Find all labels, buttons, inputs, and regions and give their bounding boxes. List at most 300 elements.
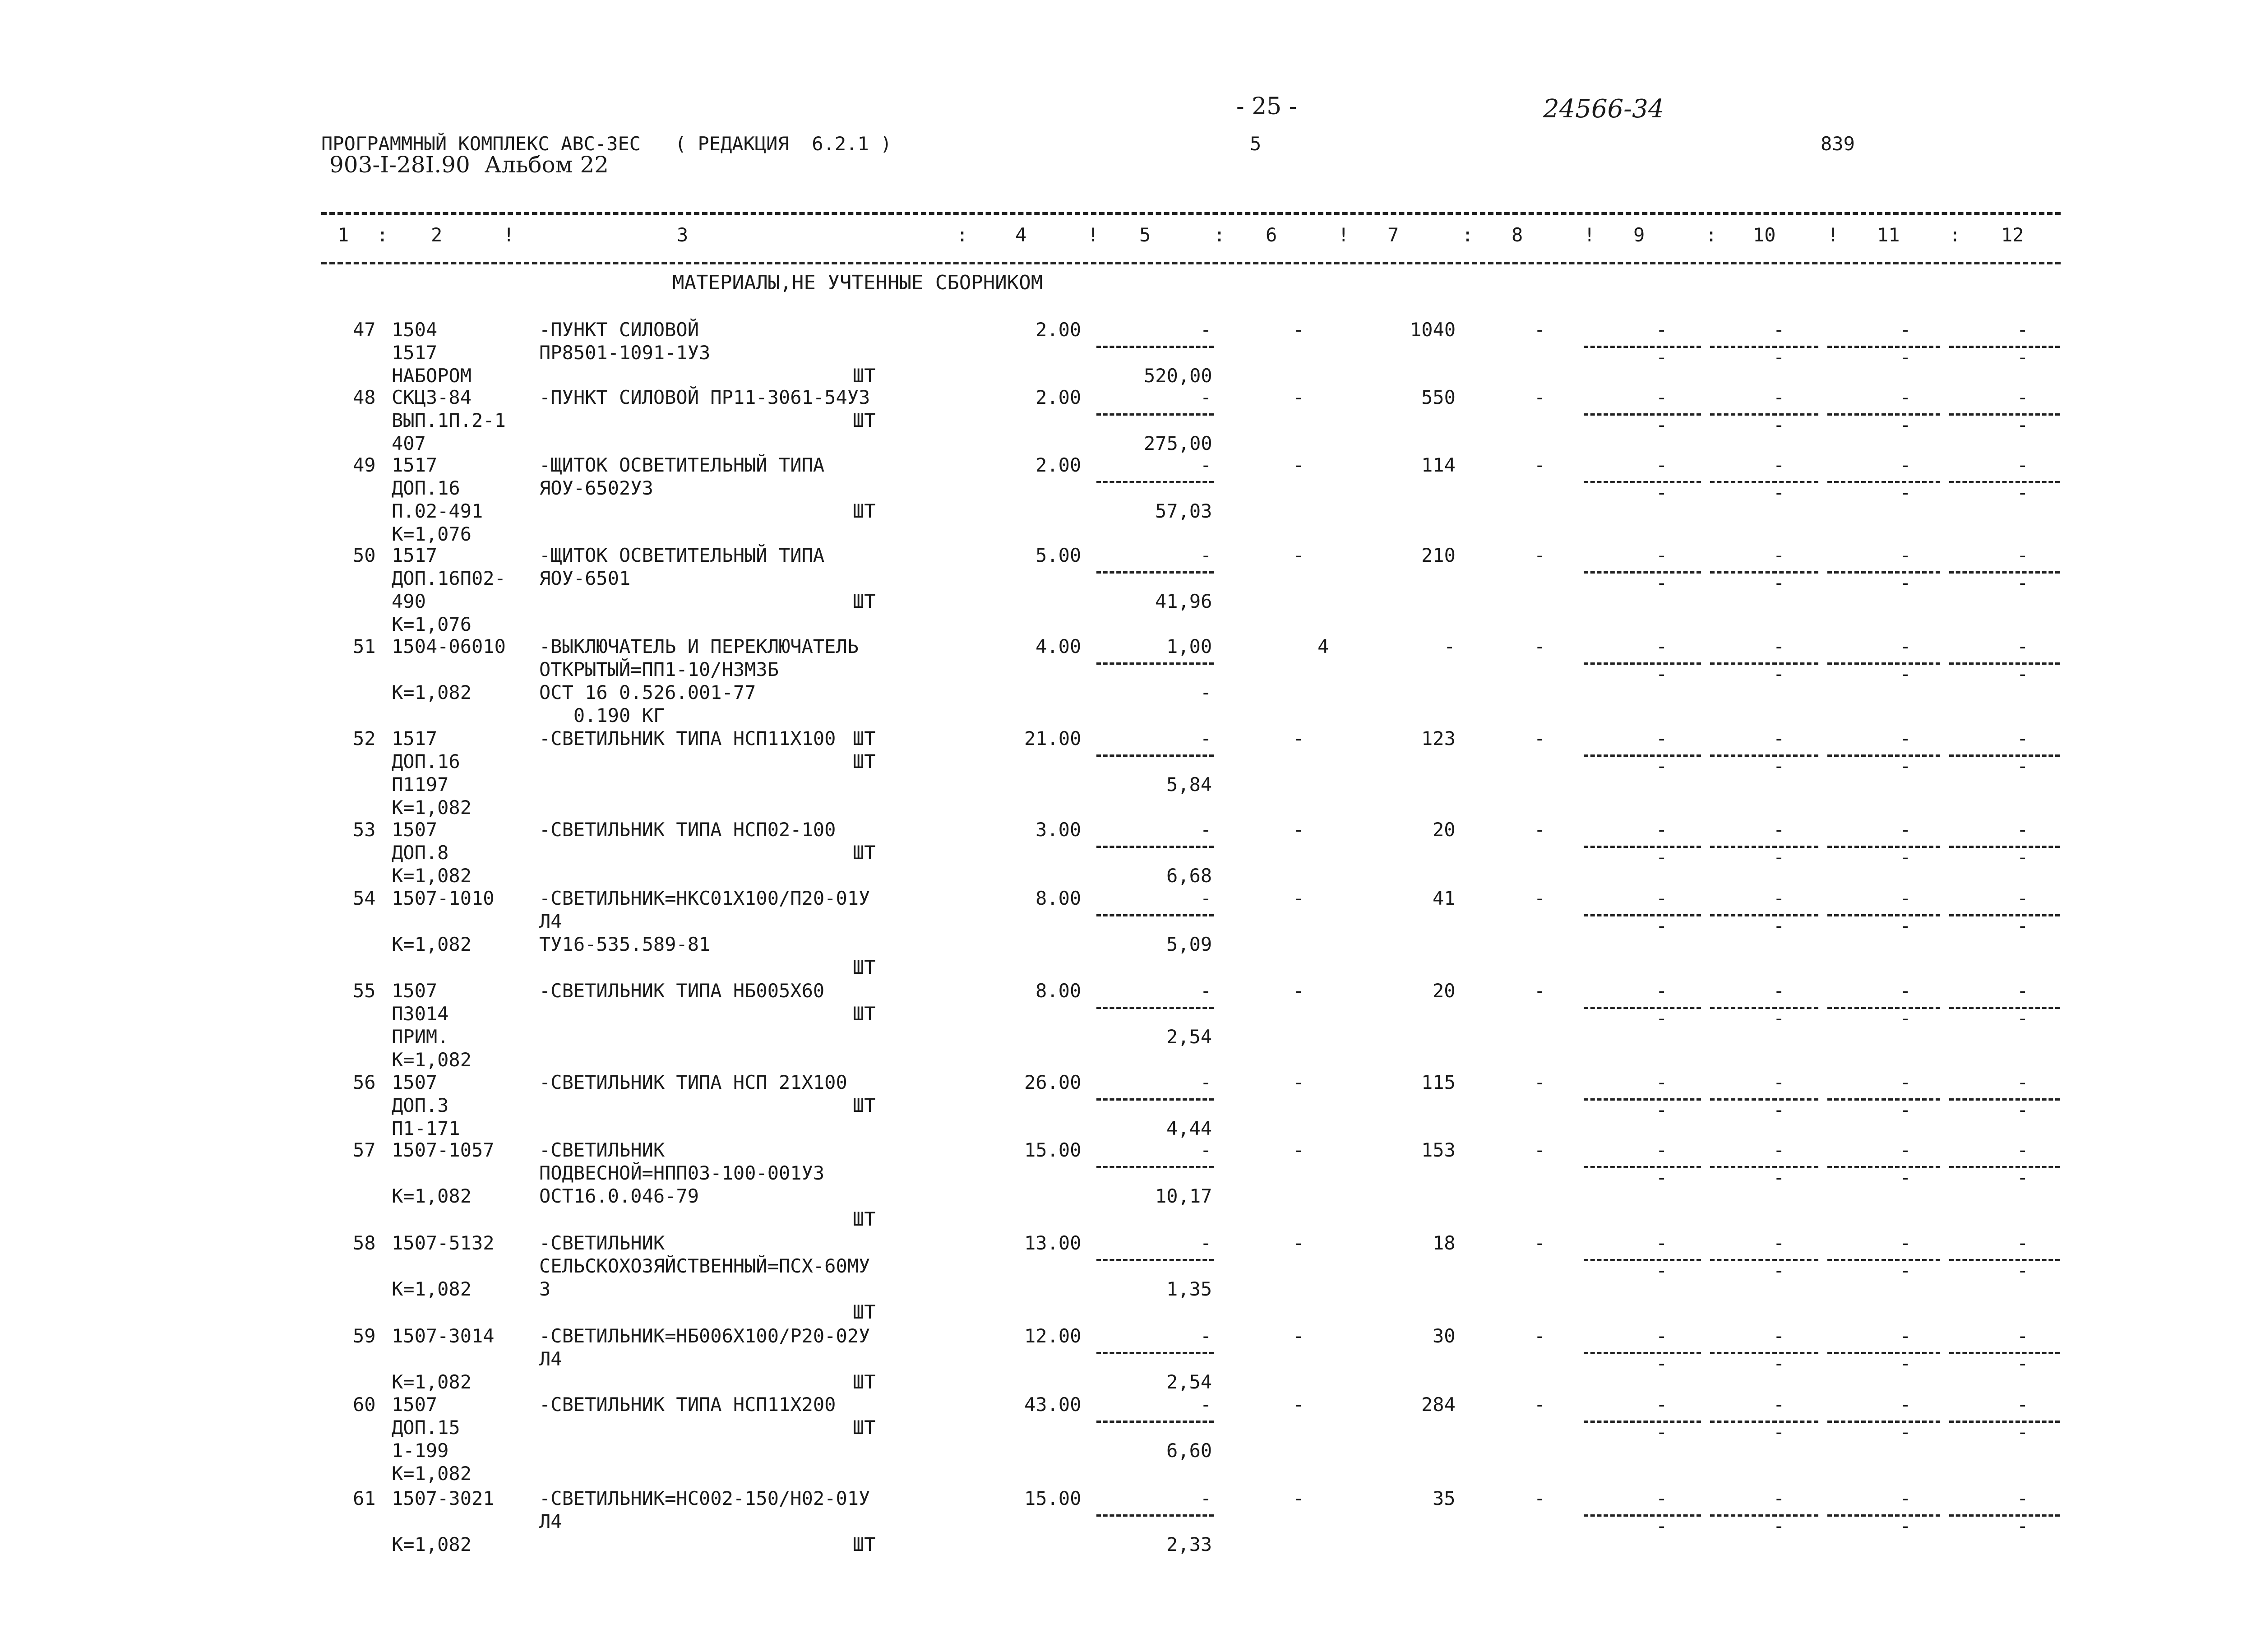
empty-cell-mark: - <box>1773 846 1785 868</box>
cell-divider <box>1584 662 1701 665</box>
empty-cell-mark: - <box>1773 1421 1785 1443</box>
empty-cell-mark: - <box>1656 1099 1668 1121</box>
empty-cell-mark: - <box>1773 1139 1785 1161</box>
empty-cell-mark: - <box>2017 544 2029 566</box>
price-unit-value: 6,68 <box>1166 865 1212 887</box>
cell-divider <box>1949 1352 2060 1354</box>
empty-cell-mark: - <box>1900 1232 1911 1254</box>
empty-cell-mark: - <box>2017 915 2029 937</box>
empty-cell-mark: - <box>1773 572 1785 594</box>
col6-value: - <box>1293 544 1304 566</box>
price-unit-value: 5,84 <box>1166 773 1212 796</box>
item-code: П3014 <box>392 1003 449 1025</box>
cell-divider <box>1584 1007 1701 1009</box>
quantity: 8.00 <box>1036 887 1082 909</box>
empty-cell-mark: - <box>1900 1515 1911 1537</box>
column-header-2: 2 <box>431 224 443 246</box>
price-value: - <box>1200 319 1212 341</box>
empty-cell-mark: - <box>2017 414 2029 436</box>
item-code: 1507 <box>392 1393 438 1416</box>
price-divider <box>1096 662 1214 665</box>
cell-divider <box>1827 1352 1940 1354</box>
total-value: 35 <box>1433 1487 1456 1509</box>
empty-cell-mark: - <box>1656 346 1668 368</box>
empty-cell-mark: - <box>1773 887 1785 909</box>
col6-value: - <box>1293 727 1304 750</box>
quantity: 21.00 <box>1024 727 1082 750</box>
empty-cell-mark: - <box>1900 980 1911 1002</box>
item-description: -ЩИТОК ОСВЕТИТЕЛЬНЫЙ ТИПА <box>539 454 825 476</box>
col6-value: - <box>1293 1071 1304 1093</box>
row-number: 49 <box>353 454 376 476</box>
empty-cell-mark: - <box>2017 727 2029 750</box>
col6-value: - <box>1293 819 1304 841</box>
col6-value: - <box>1293 1139 1304 1161</box>
col8-value: - <box>1534 980 1546 1002</box>
item-description: ТУ16-535.589-81 <box>539 933 711 955</box>
cell-divider <box>1827 1514 1940 1517</box>
item-description: ОТКРЫТЫЙ=ПП1-10/Н3М3Б <box>539 658 779 680</box>
price-divider <box>1096 754 1214 757</box>
cell-divider <box>1949 662 2060 665</box>
empty-cell-mark: - <box>1656 454 1668 476</box>
item-code: ДОП.16П02- <box>392 567 506 589</box>
item-description: -ПУНКТ СИЛОВОЙ <box>539 319 699 341</box>
col6-value: 4 <box>1318 635 1329 657</box>
cell-divider <box>1584 481 1701 483</box>
empty-cell-mark: - <box>1773 1515 1785 1537</box>
column-separator: : <box>377 224 388 246</box>
empty-cell-mark: - <box>1656 1259 1668 1282</box>
unit-label: ШТ <box>853 1416 876 1439</box>
column-header-3: 3 <box>677 224 689 246</box>
empty-cell-mark: - <box>2017 1166 2029 1189</box>
price-unit-value: 57,03 <box>1155 500 1212 522</box>
total-value: 18 <box>1433 1232 1456 1254</box>
price-value: - <box>1200 819 1212 841</box>
empty-cell-mark: - <box>2017 887 2029 909</box>
item-code: НАБОРОМ <box>392 365 472 387</box>
empty-cell-mark: - <box>1900 1487 1911 1509</box>
col8-value: - <box>1534 635 1546 657</box>
price-value: - <box>1200 1071 1212 1093</box>
item-code: СКЦ3-84 <box>392 386 472 408</box>
section-title: МАТЕРИАЛЫ,НЕ УЧТЕННЫЕ СБОРНИКОМ <box>672 271 1043 294</box>
empty-cell-mark: - <box>2017 346 2029 368</box>
total-value: 284 <box>1421 1393 1456 1416</box>
col8-value: - <box>1534 727 1546 750</box>
unit-label: ШТ <box>853 1094 876 1116</box>
empty-cell-mark: - <box>1656 1139 1668 1161</box>
item-code: 1504 <box>392 319 438 341</box>
item-description: ЯОУ-6501 <box>539 567 631 589</box>
total-value: 1040 <box>1410 319 1456 341</box>
column-separator: : <box>1706 224 1717 246</box>
column-separator: : <box>1214 224 1225 246</box>
total-value: 20 <box>1433 980 1456 1002</box>
empty-cell-mark: - <box>1900 572 1911 594</box>
price-value: - <box>1200 727 1212 750</box>
item-description: -СВЕТИЛЬНИК <box>539 1139 665 1161</box>
empty-cell-mark: - <box>1900 481 1911 504</box>
cell-divider <box>1949 413 2060 416</box>
empty-cell-mark: - <box>1656 319 1668 341</box>
item-code: 1-199 <box>392 1439 449 1462</box>
empty-cell-mark: - <box>1656 846 1668 868</box>
cell-divider <box>1827 571 1940 574</box>
price-unit-value: 41,96 <box>1155 590 1212 612</box>
empty-cell-mark: - <box>1773 727 1785 750</box>
cell-divider <box>1584 1421 1701 1423</box>
item-code: 1507 <box>392 819 438 841</box>
quantity: 43.00 <box>1024 1393 1082 1416</box>
album-title: 903-I-28I.90 Альбом 22 <box>329 152 609 178</box>
col6-value: - <box>1293 1487 1304 1509</box>
empty-cell-mark: - <box>1900 544 1911 566</box>
quantity: 2.00 <box>1036 454 1082 476</box>
total-value: 114 <box>1421 454 1456 476</box>
item-code: 490 <box>392 590 426 612</box>
cell-divider <box>1710 662 1818 665</box>
empty-cell-mark: - <box>1773 1007 1785 1029</box>
item-code: 1507-5132 <box>392 1232 495 1254</box>
empty-cell-mark: - <box>1773 819 1785 841</box>
cell-divider <box>1584 754 1701 757</box>
price-divider <box>1096 1514 1214 1517</box>
item-code: 1507-1057 <box>392 1139 495 1161</box>
total-value: 30 <box>1433 1325 1456 1347</box>
empty-cell-mark: - <box>1773 414 1785 436</box>
item-description: 3 <box>539 1278 551 1300</box>
cell-divider <box>1584 1514 1701 1517</box>
empty-cell-mark: - <box>2017 1393 2029 1416</box>
col8-value: - <box>1534 1071 1546 1093</box>
empty-cell-mark: - <box>1773 1099 1785 1121</box>
item-description: -ВЫКЛЮЧАТЕЛЬ И ПЕРЕКЛЮЧАТЕЛЬ <box>539 635 859 657</box>
price-divider <box>1096 413 1214 416</box>
item-code: К=1,082 <box>392 1533 472 1555</box>
col8-value: - <box>1534 1393 1546 1416</box>
cell-divider <box>1584 1352 1701 1354</box>
quantity: 4.00 <box>1036 635 1082 657</box>
price-value: 1,00 <box>1166 635 1212 657</box>
empty-cell-mark: - <box>1773 915 1785 937</box>
unit-label: ШТ <box>853 590 876 612</box>
cell-divider <box>1949 914 2060 916</box>
empty-cell-mark: - <box>1773 544 1785 566</box>
cell-divider <box>1949 1007 2060 1009</box>
total-value: 550 <box>1421 386 1456 408</box>
item-description: Л4 <box>539 1510 562 1532</box>
item-code: К=1,082 <box>392 1049 472 1071</box>
price-unit-value: 2,33 <box>1166 1533 1212 1555</box>
item-description: ПОДВЕСНОЙ=НПП03-100-001У3 <box>539 1162 825 1184</box>
row-number: 50 <box>353 544 376 566</box>
price-unit-value: 5,09 <box>1166 933 1212 955</box>
empty-cell-mark: - <box>1656 386 1668 408</box>
empty-cell-mark: - <box>2017 663 2029 685</box>
column-header-9: 9 <box>1633 224 1645 246</box>
price-divider <box>1096 346 1214 348</box>
row-number: 53 <box>353 819 376 841</box>
quantity: 3.00 <box>1036 819 1082 841</box>
empty-cell-mark: - <box>1900 1071 1911 1093</box>
price-value: - <box>1200 544 1212 566</box>
header-bottom-rule <box>321 262 2061 264</box>
item-description: -СВЕТИЛЬНИК=НС002-150/Н02-01У <box>539 1487 870 1509</box>
cell-divider <box>1827 662 1940 665</box>
cell-divider <box>1949 346 2060 348</box>
item-code: ДОП.8 <box>392 842 449 864</box>
empty-cell-mark: - <box>1900 414 1911 436</box>
empty-cell-mark: - <box>1656 980 1668 1002</box>
item-description: ОСТ16.0.046-79 <box>539 1185 699 1207</box>
cell-divider <box>1827 346 1940 348</box>
empty-cell-mark: - <box>1656 1393 1668 1416</box>
empty-cell-mark: - <box>2017 481 2029 504</box>
item-code: К=1,082 <box>392 796 472 819</box>
quantity: 13.00 <box>1024 1232 1082 1254</box>
item-code: ДОП.16 <box>392 477 460 499</box>
item-code: К=1,082 <box>392 1185 472 1207</box>
empty-cell-mark: - <box>1900 819 1911 841</box>
header-mid-number: 5 <box>1250 133 1262 155</box>
total-value: 123 <box>1421 727 1456 750</box>
quantity: 2.00 <box>1036 319 1082 341</box>
row-number: 51 <box>353 635 376 657</box>
cell-divider <box>1710 1259 1818 1261</box>
item-description: 0.190 КГ <box>539 704 665 727</box>
cell-divider <box>1584 1098 1701 1101</box>
cell-divider <box>1827 1166 1940 1168</box>
empty-cell-mark: - <box>1900 635 1911 657</box>
cell-divider <box>1949 1166 2060 1168</box>
cell-divider <box>1827 481 1940 483</box>
col8-value: - <box>1534 1232 1546 1254</box>
empty-cell-mark: - <box>1900 887 1911 909</box>
unit-label: ШТ <box>853 842 876 864</box>
price-unit-value: 1,35 <box>1166 1278 1212 1300</box>
quantity: 26.00 <box>1024 1071 1082 1093</box>
row-number: 60 <box>353 1393 376 1416</box>
column-header-11: 11 <box>1877 224 1900 246</box>
price-value: - <box>1200 1232 1212 1254</box>
empty-cell-mark: - <box>1900 1259 1911 1282</box>
empty-cell-mark: - <box>1656 1071 1668 1093</box>
item-code: 407 <box>392 432 426 454</box>
row-number: 55 <box>353 980 376 1002</box>
column-separator: : <box>1462 224 1474 246</box>
unit-label: ШТ <box>853 1003 876 1025</box>
empty-cell-mark: - <box>1773 1325 1785 1347</box>
row-number: 52 <box>353 727 376 750</box>
column-header-4: 4 <box>1015 224 1027 246</box>
price-value: - <box>1200 1325 1212 1347</box>
item-code: 1504-06010 <box>392 635 506 657</box>
document-code: 24566-34 <box>1543 94 1664 124</box>
cell-divider <box>1949 1421 2060 1423</box>
price-value: - <box>1200 454 1212 476</box>
item-description: Л4 <box>539 910 562 932</box>
empty-cell-mark: - <box>2017 319 2029 341</box>
column-separator: : <box>1949 224 1961 246</box>
cell-divider <box>1710 846 1818 848</box>
price-divider <box>1096 1166 1214 1168</box>
total-value: 20 <box>1433 819 1456 841</box>
program-title: ПРОГРАММНЫЙ КОМПЛЕКС АВС-3ЕС ( РЕДАКЦИЯ 6.2.1 ) <box>321 133 892 155</box>
empty-cell-mark: - <box>1656 414 1668 436</box>
price-unit-value: 10,17 <box>1155 1185 1212 1207</box>
cell-divider <box>1710 914 1818 916</box>
quantity: 8.00 <box>1036 980 1082 1002</box>
price-divider <box>1096 1421 1214 1423</box>
empty-cell-mark: - <box>1900 1166 1911 1189</box>
item-description: -СВЕТИЛЬНИК <box>539 1232 665 1254</box>
row-number: 54 <box>353 887 376 909</box>
empty-cell-mark: - <box>2017 635 2029 657</box>
item-code: К=1,082 <box>392 933 472 955</box>
row-number: 61 <box>353 1487 376 1509</box>
quantity: 15.00 <box>1024 1487 1082 1509</box>
sheet-number: 839 <box>1821 133 1855 155</box>
price-value: - <box>1200 887 1212 909</box>
column-header-12: 12 <box>2001 224 2024 246</box>
empty-cell-mark: - <box>1656 915 1668 937</box>
empty-cell-mark: - <box>1773 1232 1785 1254</box>
empty-cell-mark: - <box>1900 1421 1911 1443</box>
price-unit-value: - <box>1200 681 1212 703</box>
empty-cell-mark: - <box>1900 1099 1911 1121</box>
empty-cell-mark: - <box>2017 755 2029 777</box>
cell-divider <box>1710 1421 1818 1423</box>
empty-cell-mark: - <box>1773 980 1785 1002</box>
total-value: 115 <box>1421 1071 1456 1093</box>
empty-cell-mark: - <box>1773 1393 1785 1416</box>
quantity: 12.00 <box>1024 1325 1082 1347</box>
empty-cell-mark: - <box>1900 727 1911 750</box>
price-divider <box>1096 1098 1214 1101</box>
empty-cell-mark: - <box>1900 915 1911 937</box>
item-description: -СВЕТИЛЬНИК=НКС01Х100/П20-01У <box>539 887 870 909</box>
empty-cell-mark: - <box>1773 454 1785 476</box>
empty-cell-mark: - <box>1656 1352 1668 1374</box>
item-code: ДОП.3 <box>392 1094 449 1116</box>
cell-divider <box>1949 481 2060 483</box>
column-header-6: 6 <box>1266 224 1277 246</box>
col6-value: - <box>1293 1393 1304 1416</box>
item-code: 1507-3021 <box>392 1487 495 1509</box>
item-description: -СВЕТИЛЬНИК ТИПА НСП02-100 <box>539 819 836 841</box>
empty-cell-mark: - <box>1900 755 1911 777</box>
price-unit-value: 520,00 <box>1144 365 1212 387</box>
unit-label: ШТ <box>853 409 876 431</box>
empty-cell-mark: - <box>1656 481 1668 504</box>
empty-cell-mark: - <box>1773 635 1785 657</box>
price-divider <box>1096 1259 1214 1261</box>
total-value: - <box>1444 635 1456 657</box>
empty-cell-mark: - <box>1900 1325 1911 1347</box>
item-code: 1517 <box>392 727 438 750</box>
price-divider <box>1096 571 1214 574</box>
col6-value: - <box>1293 319 1304 341</box>
empty-cell-mark: - <box>2017 846 2029 868</box>
empty-cell-mark: - <box>1656 1487 1668 1509</box>
cell-divider <box>1949 1098 2060 1101</box>
unit-label: ШТ <box>853 1208 876 1230</box>
empty-cell-mark: - <box>1900 454 1911 476</box>
empty-cell-mark: - <box>1656 755 1668 777</box>
unit-label: ШТ <box>853 1533 876 1555</box>
item-code: ПРИМ. <box>392 1026 449 1048</box>
cell-divider <box>1584 846 1701 848</box>
empty-cell-mark: - <box>1900 1139 1911 1161</box>
item-code: 1517 <box>392 454 438 476</box>
item-code: 1517 <box>392 342 438 364</box>
empty-cell-mark: - <box>1773 663 1785 685</box>
item-code: К=1,082 <box>392 865 472 887</box>
empty-cell-mark: - <box>1656 572 1668 594</box>
item-description: -ЩИТОК ОСВЕТИТЕЛЬНЫЙ ТИПА <box>539 544 825 566</box>
empty-cell-mark: - <box>2017 1487 2029 1509</box>
item-code: П1-171 <box>392 1117 460 1139</box>
cell-divider <box>1827 846 1940 848</box>
empty-cell-mark: - <box>2017 1099 2029 1121</box>
item-description: ОСТ 16 0.526.001-77 <box>539 681 756 703</box>
empty-cell-mark: - <box>1773 386 1785 408</box>
column-separator: ! <box>1827 224 1839 246</box>
empty-cell-mark: - <box>1773 319 1785 341</box>
cell-divider <box>1949 754 2060 757</box>
item-code: К=1,082 <box>392 1462 472 1485</box>
cell-divider <box>1710 1166 1818 1168</box>
item-description: -СВЕТИЛЬНИК ТИПА НСП11Х200 <box>539 1393 836 1416</box>
empty-cell-mark: - <box>2017 454 2029 476</box>
price-unit-value: 2,54 <box>1166 1371 1212 1393</box>
cell-divider <box>1710 1514 1818 1517</box>
column-separator: ! <box>1087 224 1099 246</box>
cell-divider <box>1949 571 2060 574</box>
item-code: П1197 <box>392 773 449 796</box>
empty-cell-mark: - <box>2017 1515 2029 1537</box>
empty-cell-mark: - <box>1656 887 1668 909</box>
row-number: 58 <box>353 1232 376 1254</box>
empty-cell-mark: - <box>2017 1139 2029 1161</box>
cell-divider <box>1584 1166 1701 1168</box>
col8-value: - <box>1534 887 1546 909</box>
cell-divider <box>1710 1007 1818 1009</box>
col8-value: - <box>1534 1487 1546 1509</box>
total-value: 41 <box>1433 887 1456 909</box>
quantity: 5.00 <box>1036 544 1082 566</box>
col6-value: - <box>1293 1325 1304 1347</box>
col8-value: - <box>1534 1325 1546 1347</box>
item-code: 1507-1010 <box>392 887 495 909</box>
empty-cell-mark: - <box>2017 1259 2029 1282</box>
price-unit-value: 275,00 <box>1144 432 1212 454</box>
item-code: К=1,082 <box>392 681 472 703</box>
price-divider <box>1096 1352 1214 1354</box>
cell-divider <box>1827 754 1940 757</box>
unit-label: ШТ <box>853 500 876 522</box>
unit-label: ШТ <box>853 1301 876 1323</box>
col6-value: - <box>1293 454 1304 476</box>
column-header-10: 10 <box>1753 224 1776 246</box>
empty-cell-mark: - <box>1900 319 1911 341</box>
page-number: - 25 - <box>1236 93 1297 120</box>
item-code: К=1,076 <box>392 613 472 635</box>
column-header-7: 7 <box>1387 224 1399 246</box>
item-description: ПР8501-1091-1У3 <box>539 342 711 364</box>
